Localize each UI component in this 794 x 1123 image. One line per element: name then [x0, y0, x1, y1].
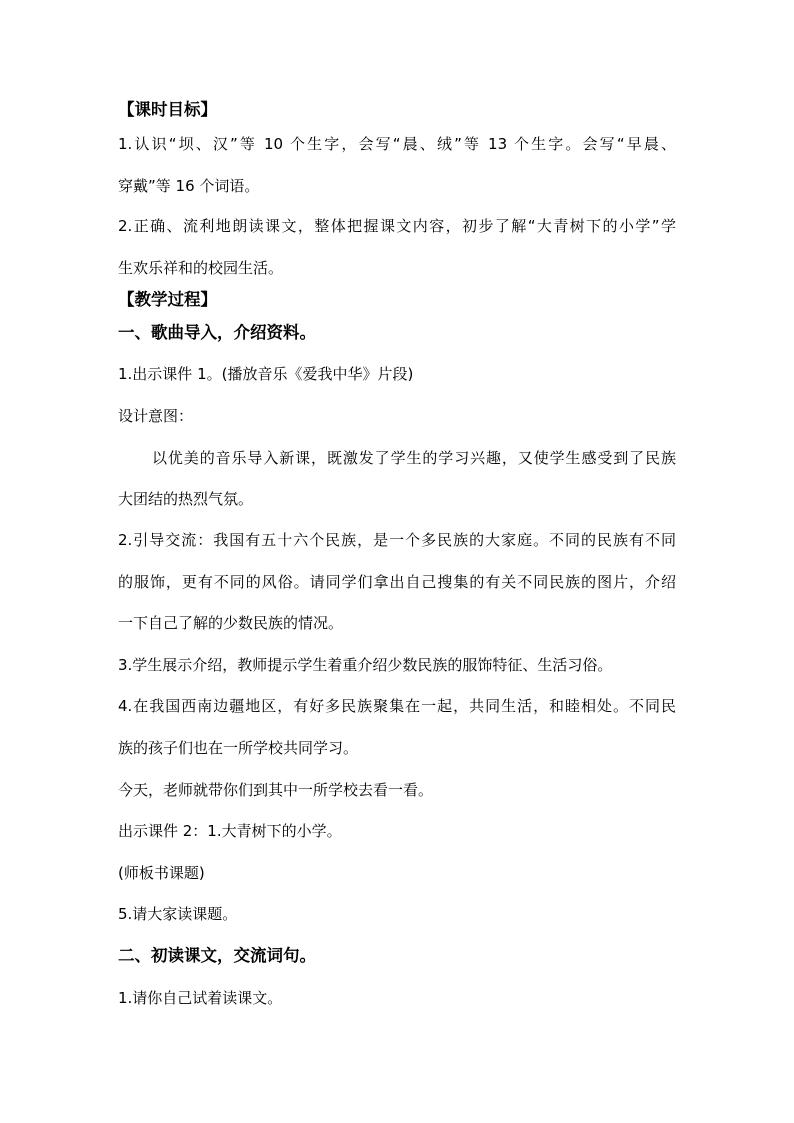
design-intent-line-1: 以优美的音乐导入新课，既激发了学生的学习兴趣，又使学生感受到了民族: [152, 449, 676, 467]
goal-1-line-1: 1.认识“坝、汉”等 10 个生字，会写“晨、绒”等 13 个生字。会写“早晨、: [118, 135, 676, 153]
part-2-title: 二、初读课文，交流词句。: [118, 946, 316, 965]
part-2-step-1: 1.请你自己试着读课文。: [118, 989, 283, 1007]
goal-1-line-2: 穿戴”等 16 个词语。: [118, 177, 260, 195]
step-4-line-1: 4.在我国西南边疆地区，有好多民族聚集在一起，共同生活，和睦相处。不同民: [118, 697, 676, 715]
section-process-title: 【教学过程】: [118, 290, 217, 309]
design-intent-label: 设计意图：: [118, 407, 194, 425]
step-2-line-2: 的服饰，更有不同的风俗。请同学们拿出自己搜集的有关不同民族的图片，介绍: [118, 573, 676, 591]
board-note: (师板书课题): [118, 864, 205, 882]
today-line: 今天，老师就带你们到其中一所学校去看一看。: [118, 781, 434, 799]
step-1: 1.出示课件 1。(播放音乐《爱我中华》片段): [118, 365, 414, 383]
step-3: 3.学生展示介绍，教师提示学生着重介绍少数民族的服饰特征、生活习俗。: [118, 656, 613, 674]
step-4-line-2: 族的孩子们也在一所学校共同学习。: [118, 739, 359, 757]
step-2-line-3: 一下自己了解的少数民族的情况。: [118, 614, 344, 632]
design-intent-line-2: 大团结的热烈气氛。: [118, 490, 254, 508]
part-1-title: 一、歌曲导入，介绍资料。: [118, 323, 316, 342]
step-2-line-1: 2.引导交流：我国有五十六个民族，是一个多民族的大家庭。不同的民族有不同: [118, 531, 676, 549]
goal-2-line-1: 2.正确、流利地朗读课文，整体把握课文内容，初步了解“大青树下的小学”学: [118, 217, 676, 235]
goal-2-line-2: 生欢乐祥和的校园生活。: [118, 259, 284, 277]
section-goals-title: 【课时目标】: [118, 100, 217, 119]
courseware-2: 出示课件 2：1.大青树下的小学。: [118, 822, 342, 840]
step-5: 5.请大家读课题。: [118, 905, 238, 923]
